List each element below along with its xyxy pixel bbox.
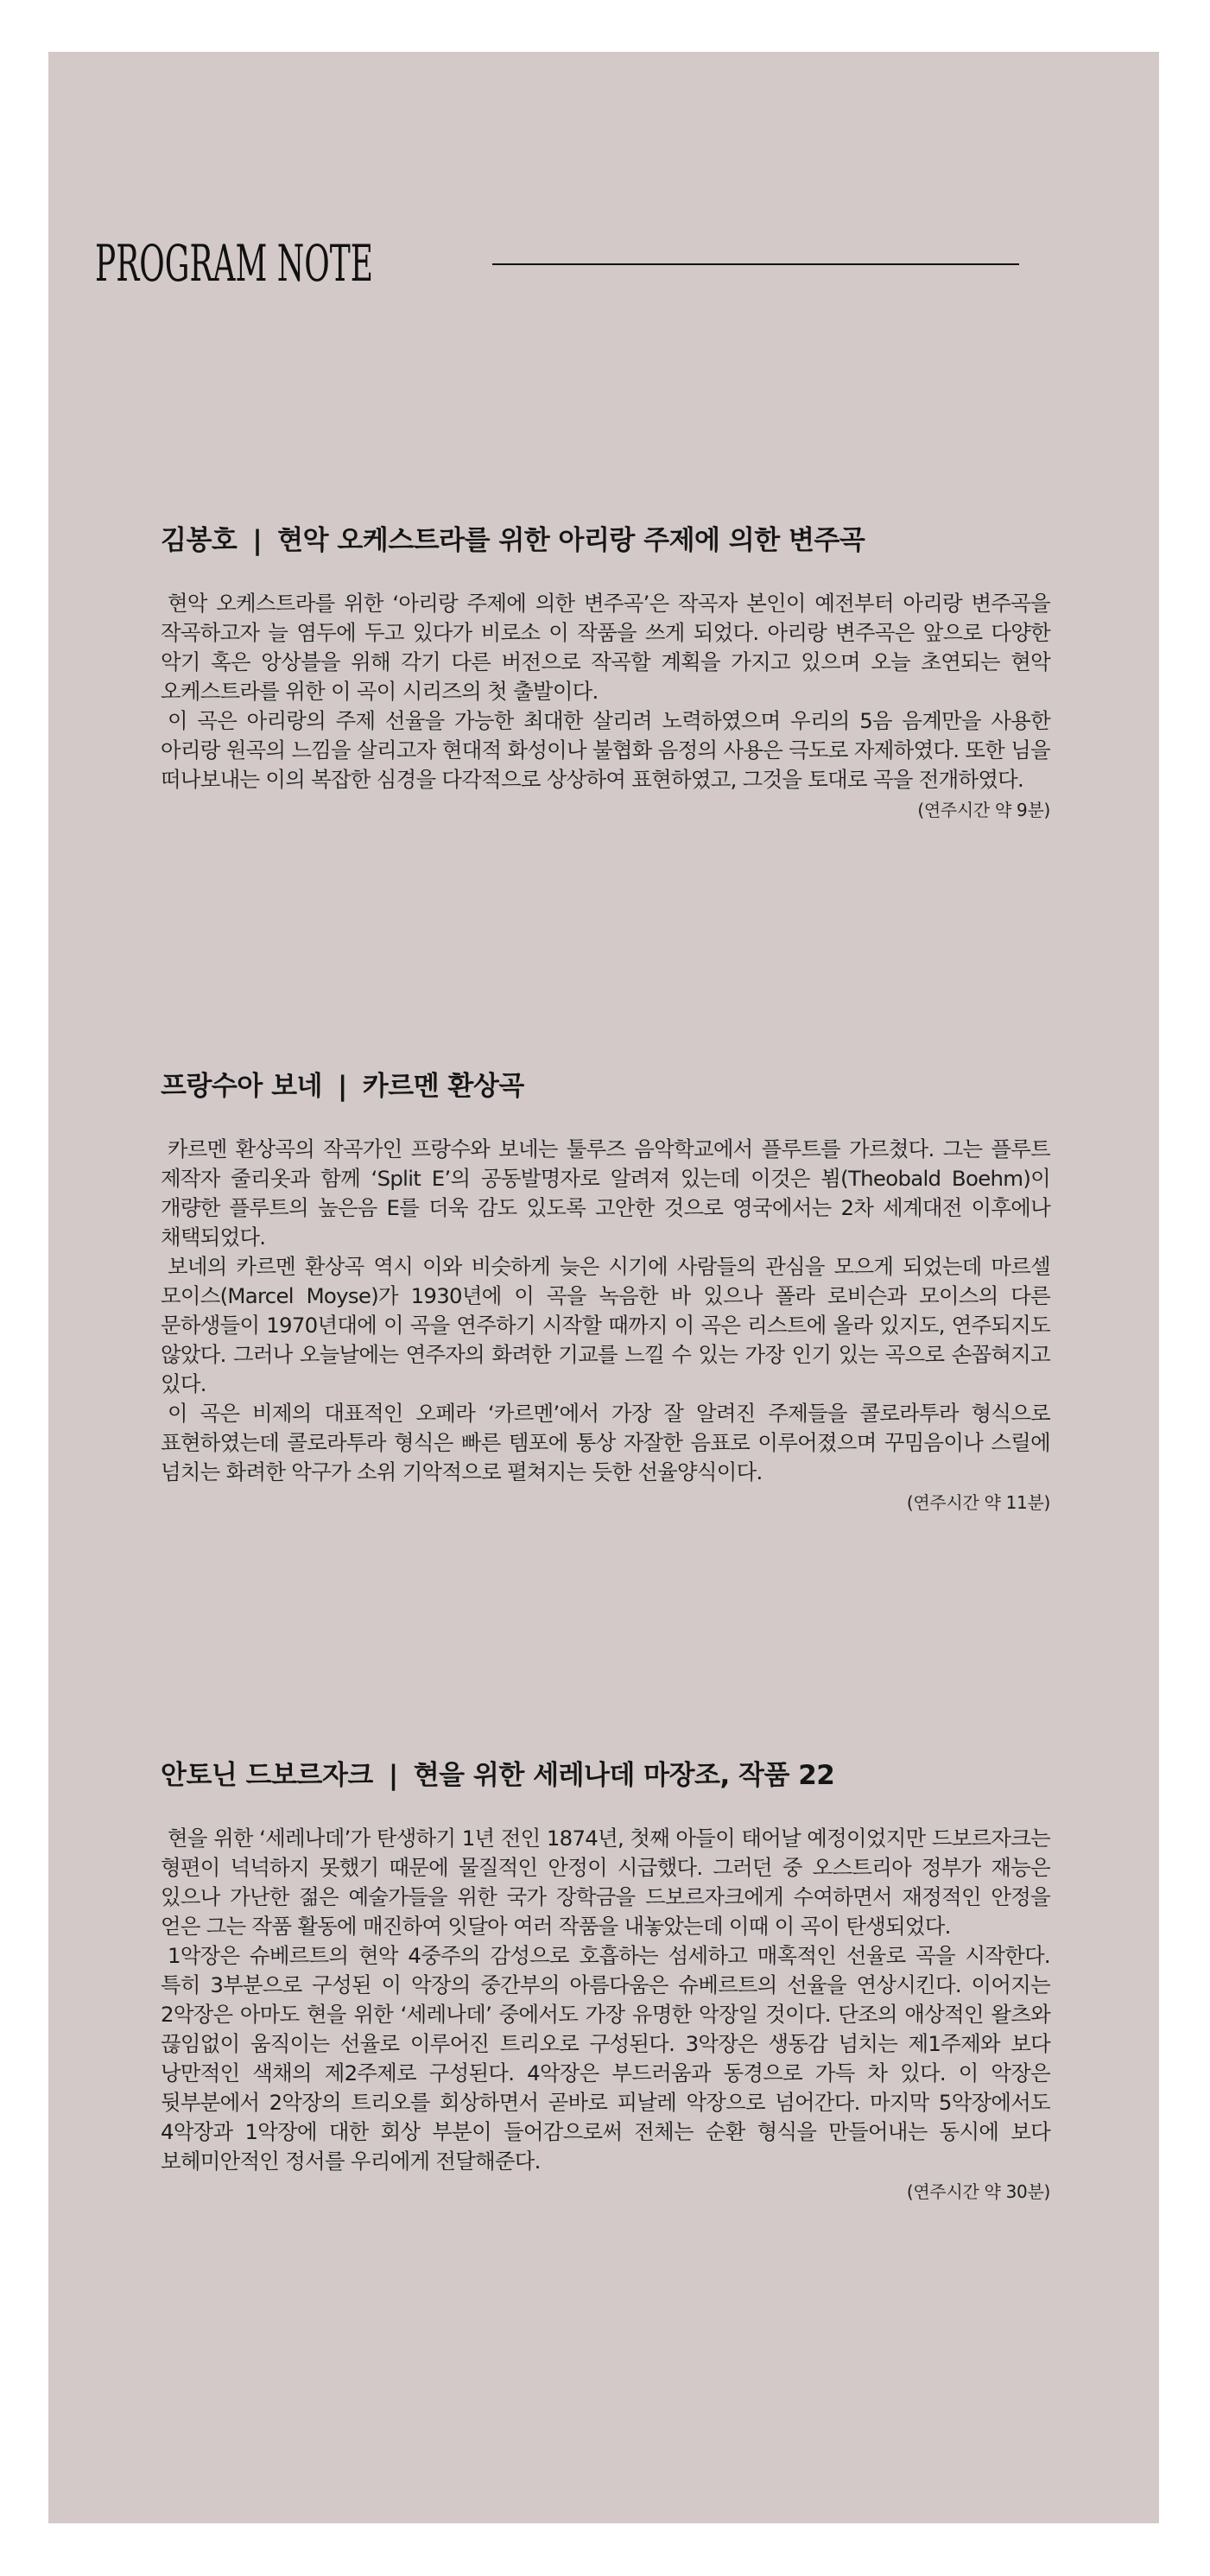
performance-duration: (연주시간 약 11분): [906, 1492, 1050, 1513]
composer-name: 안토닌 드보르자크: [161, 1760, 373, 1791]
section-title: [161, 1064, 1050, 1103]
section-paragraph: 1악장은 슈베르트의 현악 4중주의 감성으로 호흡하는 섬세하고 매혹적인 선율로 곡을 시작한다. 특히 3부분으로 구성된 이 악장의 중간부의 아름다움은 슈베르트의 선율을 연상시킨다. 이어지는 2악장은 아마도 현을 위한 ‘세레나데’ 중에서도 가장 유명한 악장일 것이다. 단조의 애상적인 왈츠와 끊임없이 움직이는 선율로 이루어진 트리오로 구성된다. 3악장은 생동감 넘치는 제1주제와 보다 낭만적인 색채의 제2주제로 구성된다. 4악장은 부드러움과 동경으로 가득 차 있다. 이 악장은 뒷부분에서 2악장의 트리오를 회상하면서 곧바로 피날레 악장으로 넘어간다. 마지막 5악장에서도 4악장과 1악장에 대한 회상 부분이 들어감으로써 전체는 순환 형식을 만들어내는 동시에 보다 보헤미안적인 정서를 우리에게 전달해준다.: [161, 1943, 1050, 2174]
performance-duration: (연주시간 약 9분): [917, 800, 1050, 820]
title-separator: |: [252, 525, 263, 556]
work-title: 현을 위한 세레나데 마장조, 작품 22: [413, 1760, 835, 1791]
section-title: [161, 518, 1050, 557]
program-section-3: [161, 1753, 1050, 2203]
title-separator: |: [337, 1071, 347, 1102]
section-paragraph: 보네의 카르멘 환상곡 역시 이와 비슷하게 늦은 시기에 사람들의 관심을 모으게 되었는데 마르셀 모이스(Marcel Moyse)가 1930년에 이 곡을 녹음한 바 있으나 폴라 로비슨과 모이스의 다른 문하생들이 1970년대에 이 곡을 연주하기 시작할 때까지 이 곡은 리스트에 올라 있지도, 연주되지도 않았다. 그러나 오늘날에는 연주자의 화려한 기교를 느낄 수 있는 가장 인기 있는 곡으로 손꼽혀지고 있다.: [161, 1254, 1050, 1396]
composer-name: 김봉호: [161, 525, 238, 556]
section-paragraph: 이 곡은 비제의 대표적인 오페라 ‘카르멘’에서 가장 잘 알려진 주제들을 콜로라투라 형식으로 표현하였는데 콜로라투라 형식은 빠른 템포에 통상 자잘한 음표로 이루어졌으며 꾸밈음이나 스릴에 넘치는 화려한 악구가 소위 기악적으로 펼쳐지는 듯한 선율양식이다.: [161, 1401, 1050, 1484]
section-paragraph: 카르멘 환상곡의 작곡가인 프랑수와 보네는 툴루즈 음악학교에서 플루트를 가르쳤다. 그는 플루트 제작자 줄리옷과 함께 ‘Split E’의 공동발명자로 알려져 있는데 이것은 뵘(Theobald Boehm)이 개량한 플루트의 높은음 E를 더욱 감도 있도록 고안한 것으로 영국에서는 2차 세계대전 이후에나 채택되었다.: [161, 1136, 1050, 1250]
section-paragraph: 현악 오케스트라를 위한 ‘아리랑 주제에 의한 변주곡’은 작곡자 본인이 예전부터 아리랑 변주곡을 작곡하고자 늘 염두에 두고 있다가 비로소 이 작품을 쓰게 되었다. 아리랑 변주곡은 앞으로 다양한 악기 혹은 앙상블을 위해 각기 다른 버전으로 작곡할 계획을 가지고 있으며 오늘 초연되는 현악 오케스트라를 위한 이 곡이 시리즈의 첫 출발이다.: [161, 591, 1050, 704]
work-title: 카르멘 환상곡: [362, 1071, 524, 1102]
program-section-1: [161, 518, 1050, 821]
program-note-header: [95, 220, 1019, 307]
work-title: 현악 오케스트라를 위한 아리랑 주제에 의한 변주곡: [277, 525, 865, 556]
performance-duration: (연주시간 약 30분): [906, 2181, 1050, 2202]
section-paragraph: 현을 위한 ‘세레나데’가 탄생하기 1년 전인 1874년, 첫째 아들이 태어날 예정이었지만 드보르자크는 형편이 넉넉하지 못했기 때문에 물질적인 안정이 시급했다. 그러던 중 오스트리아 정부가 재능은 있으나 가난한 젊은 예술가들을 위한 국가 장학금을 드보르자크에게 수여하면서 재정적인 안정을 얻은 그는 작품 활동에 매진하여 잇달아 여러 작품을 내놓았는데 이때 이 곡이 탄생되었다.: [161, 1826, 1050, 1939]
page-title: PROGRAM NOTE: [95, 234, 373, 293]
composer-name: 프랑수아 보네: [161, 1071, 322, 1102]
header-divider: [492, 263, 1019, 265]
section-title: [161, 1753, 1050, 1792]
program-section-2: [161, 1064, 1050, 1514]
section-paragraph: 이 곡은 아리랑의 주제 선율을 가능한 최대한 살리려 노력하였으며 우리의 5음 음계만을 사용한 아리랑 원곡의 느낌을 살리고자 현대적 화성이나 불협화 음정의 사용은 극도로 자제하였다. 또한 님을 떠나보내는 이의 복잡한 심경을 다각적으로 상상하여 표현하였고, 그것을 토대로 곡을 전개하였다.: [161, 708, 1050, 792]
title-separator: |: [388, 1760, 398, 1791]
